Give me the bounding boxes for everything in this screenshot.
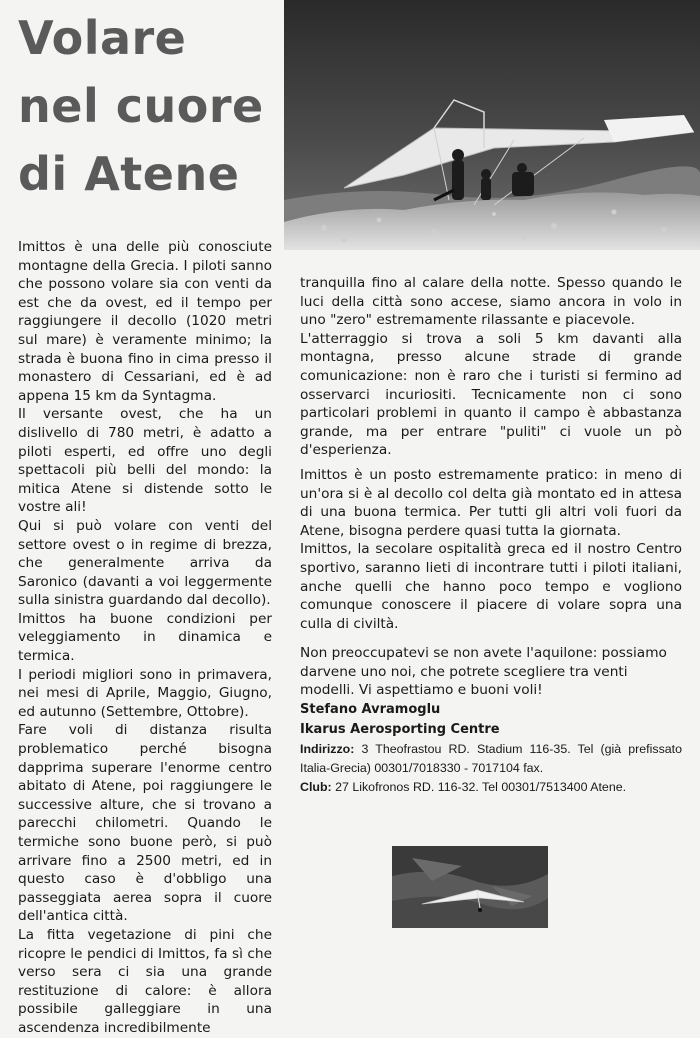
article-title <box>18 4 280 208</box>
hang-glider-photo-image <box>284 0 700 250</box>
paragraph: Imittos è una delle più conosciute montagne della Grecia. I piloti sanno che possono volare sia con venti da est che da ovest, ed il tempo per raggiungere il decollo (1020 metri sul mare) è veramente minimo; la strada è buona fino in cima presso il monastero di Cessariani, ed è ad appena 15 km da Syntagma. <box>18 239 272 404</box>
paragraph: I periodi migliori sono in primavera, nei mesi di Aprile, Maggio, Giugno, ed autunno (Settembre, Ottobre). <box>18 666 272 720</box>
paragraph: Imittos è un posto estremamente pratico: in meno di un'ora si è al decollo col delta già montato ed in attesa di una buona termica. Per tutti gli altri voli fuori da Atene, bisogna perdere quasi tutta la giornata. <box>300 467 682 539</box>
flying-glider-photo <box>392 846 548 928</box>
paragraph: Imittos ha buone condizioni per veleggiamento in dinamica e termica. <box>18 610 272 665</box>
paragraph: tranquilla fino al calare della notte. Spesso quando le luci della città sono accese, siamo ancora in volo in uno "zero" estremamente rilassante e piacevole. <box>300 275 682 329</box>
paragraph: Fare voli di distanza risulta problematico perché bisogna dapprima superare l'enorme centro abitato di Atene, poi raggiungere le successive alture, che si trovano a parecchi chilometri. Quando le termiche sono buone però, si può arrivare fino a 2500 metri, ed in questo caso è d'obbligo una passeggiata aerea sopra il cuore dell'antica città. <box>18 722 272 925</box>
paragraph: Qui si può volare con venti del settore ovest o in regime di brezza, che generalmente arriva da Saronico (davanti a voi leggermente sulla sinistra guardando dal decollo). <box>18 517 272 609</box>
club-label: Club: <box>300 779 332 794</box>
club-text: 27 Likofronos RD. 116-32. Tel 00301/7513400 Atene. <box>335 779 627 794</box>
address-label: Indirizzo: <box>300 741 355 756</box>
title-line: di Atene <box>18 147 240 201</box>
address-line <box>300 740 682 778</box>
right-block-2 <box>300 466 682 633</box>
club-line <box>300 778 682 797</box>
flying-glider-photo-image <box>392 846 548 928</box>
title-line: nel cuore <box>18 79 264 133</box>
author-signature: Stefano Avramoglu <box>300 701 441 717</box>
right-block-1 <box>300 274 682 460</box>
address-text: 3 Theofrastou RD. Stadium 116-35. Tel (già prefissato Italia-Grecia) 00301/7018330 - 7017104 fax. <box>300 741 682 775</box>
closing-block <box>300 644 682 797</box>
paragraph: L'atterraggio si trova a soli 5 km davanti alla montagna, presso alcune strade di grande comunicazione: non è raro che i turisti si fermino ad osservarci incuriositi. Tecnicamente non ci sono particolari problemi in quanto il campo è abbastanza grande, ma per entrare "puliti" ci vuole un pò d'esperienza. <box>300 330 682 459</box>
paragraph: La fitta vegetazione di pini che ricopre le pendici di Imittos, fa sì che verso sera ci sia una grande restituzione di calore: è allora possibile galleggiare in una ascendenza incredibilmente <box>18 926 272 1036</box>
title-line: Volare <box>18 11 187 65</box>
paragraph: Il versante ovest, che ha un dislivello di 780 metri, è adatto a piloti esperti, ed offre uno degli spettacoli più belli del mondo: la mitica Atene si distende sotto le vostre ali! <box>18 406 272 516</box>
company-name: Ikarus Aerosporting Centre <box>300 721 500 737</box>
paragraph: Imittos, la secolare ospitalità greca ed il nostro Centro sportivo, saranno lieti di incontrare tutti i piloti italiani, anche quelli che hanno poco tempo e vogliono comunque conoscere il piacere di volare sopra una culla di civiltà. <box>300 541 682 632</box>
left-column <box>18 238 272 1038</box>
hang-glider-photo <box>284 0 700 250</box>
closing-paragraph: Non preoccupatevi se non avete l'aquilone: possiamo darvene uno noi, che potrete scegliere tra venti modelli. Vi aspettiamo e buoni voli! <box>300 645 667 699</box>
